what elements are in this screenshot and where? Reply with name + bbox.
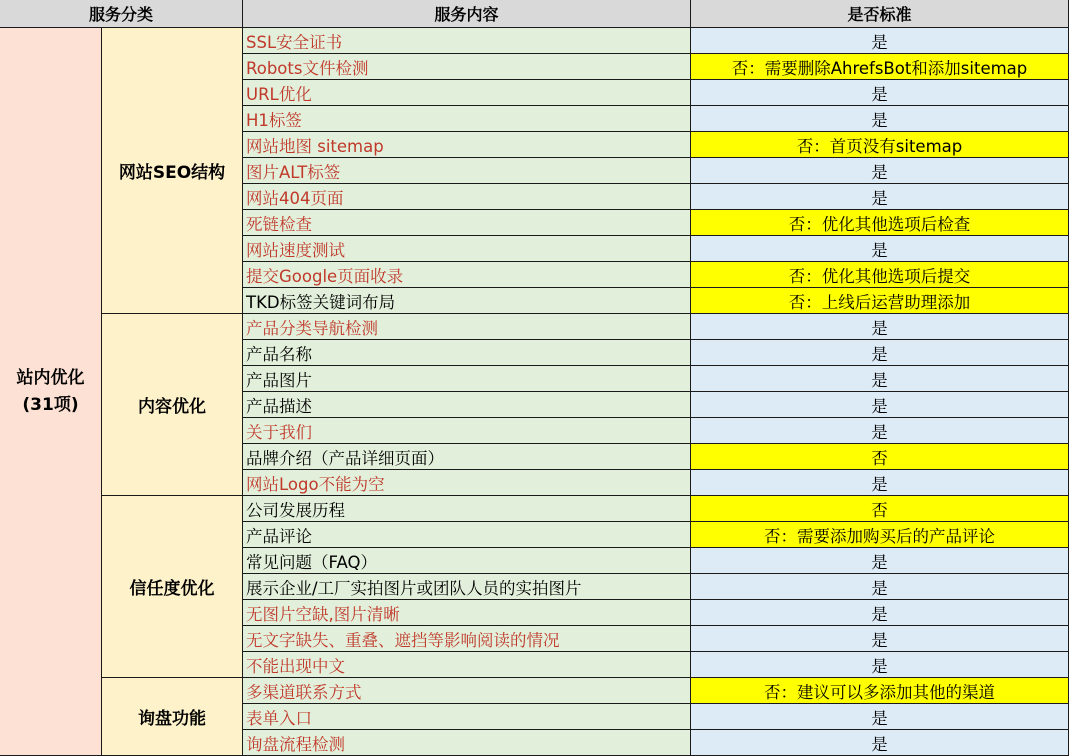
category-level2: 询盘功能: [102, 678, 243, 756]
service-item[interactable]: 多渠道联系方式: [243, 678, 691, 704]
standard-status: 是: [691, 652, 1069, 678]
service-item[interactable]: 表单入口: [243, 704, 691, 730]
service-item: 品牌介绍（产品详细页面）: [243, 444, 691, 470]
standard-status: 是: [691, 392, 1069, 418]
standard-status: 是: [691, 600, 1069, 626]
service-item[interactable]: Robots文件检测: [243, 54, 691, 80]
standard-status: 是: [691, 574, 1069, 600]
standard-status: 是: [691, 730, 1069, 756]
standard-status: 是: [691, 28, 1069, 54]
service-item[interactable]: 网站地图 sitemap: [243, 132, 691, 158]
standard-status: 是: [691, 626, 1069, 652]
standard-status: 是: [691, 366, 1069, 392]
standard-status: 否：优化其他选项后检查: [691, 210, 1069, 236]
service-item[interactable]: 不能出现中文: [243, 652, 691, 678]
standard-status: 否：需要删除AhrefsBot和添加sitemap: [691, 54, 1069, 80]
header-standard: 是否标准: [691, 0, 1069, 28]
service-item[interactable]: 无文字缺失、重叠、遮挡等影响阅读的情况: [243, 626, 691, 652]
category-level1-count: (31项): [22, 394, 79, 415]
service-item[interactable]: 产品分类导航检测: [243, 314, 691, 340]
service-item[interactable]: 死链检查: [243, 210, 691, 236]
service-item[interactable]: 提交Google页面收录: [243, 262, 691, 288]
service-item: 产品名称: [243, 340, 691, 366]
standard-status: 是: [691, 158, 1069, 184]
service-item: 产品图片: [243, 366, 691, 392]
service-item[interactable]: 图片ALT标签: [243, 158, 691, 184]
service-item[interactable]: SSL安全证书: [243, 28, 691, 54]
service-item: 展示企业/工厂实拍图片或团队人员的实拍图片: [243, 574, 691, 600]
standard-status: 否：上线后运营助理添加: [691, 288, 1069, 314]
standard-status: 是: [691, 184, 1069, 210]
standard-status: 是: [691, 340, 1069, 366]
standard-status: 否：首页没有sitemap: [691, 132, 1069, 158]
service-item: TKD标签关键词布局: [243, 288, 691, 314]
category-level1-label: 站内优化: [16, 367, 85, 388]
service-item[interactable]: URL优化: [243, 80, 691, 106]
standard-status: 是: [691, 236, 1069, 262]
header-category: 服务分类: [0, 0, 243, 28]
standard-status: 否：需要添加购买后的产品评论: [691, 522, 1069, 548]
category-level2: 内容优化: [102, 314, 243, 496]
service-item[interactable]: H1标签: [243, 106, 691, 132]
service-item[interactable]: 网站速度测试: [243, 236, 691, 262]
service-item: 常见问题（FAQ）: [243, 548, 691, 574]
category-level2: 网站SEO结构: [102, 28, 243, 314]
standard-status: 否: [691, 496, 1069, 522]
standard-status: 否：建议可以多添加其他的渠道: [691, 678, 1069, 704]
service-item[interactable]: 关于我们: [243, 418, 691, 444]
standard-status: 是: [691, 80, 1069, 106]
standard-status: 否: [691, 444, 1069, 470]
standard-status: 是: [691, 314, 1069, 340]
standard-status: 是: [691, 704, 1069, 730]
standard-status: 否：优化其他选项后提交: [691, 262, 1069, 288]
standard-status: 是: [691, 470, 1069, 496]
standard-status: 是: [691, 418, 1069, 444]
category-level1: [0, 28, 102, 756]
service-item[interactable]: 无图片空缺,图片清晰: [243, 600, 691, 626]
service-item[interactable]: 网站Logo不能为空: [243, 470, 691, 496]
service-item: 公司发展历程: [243, 496, 691, 522]
service-item[interactable]: 网站404页面: [243, 184, 691, 210]
category-level2: 信任度优化: [102, 496, 243, 678]
header-content: 服务内容: [243, 0, 691, 28]
standard-status: 是: [691, 548, 1069, 574]
service-item: 产品描述: [243, 392, 691, 418]
service-item: 产品评论: [243, 522, 691, 548]
standard-status: 是: [691, 106, 1069, 132]
service-item[interactable]: 询盘流程检测: [243, 730, 691, 756]
